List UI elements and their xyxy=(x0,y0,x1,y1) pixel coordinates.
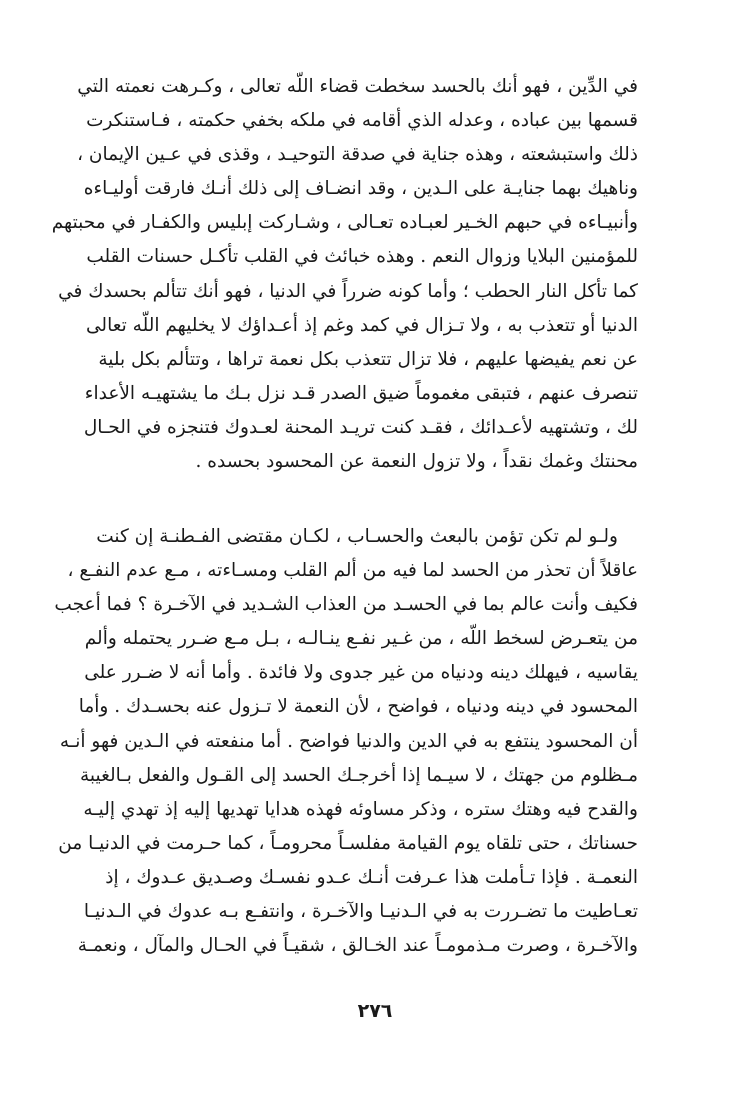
text-line: والآخـرة ، وصرت مـذمومـاً عند الخـالق ، شقيـاً في الحـال والمآل ، ونعمـة xyxy=(77,935,638,957)
text-line: وناهيك بهما جنايـة على الـدين ، وقد انضـاف إلى ذلك أنـك فارقت أوليـاءه xyxy=(83,178,638,200)
text-line: حسناتك ، حتى تلقاه يوم القيامة مفلسـاً محرومـاً ، كما حـرمت في الدنيـا من xyxy=(58,832,638,854)
text-line: عاقلاً أن تحذر من الحسد لما فيه من ألم القلب ومسـاءته ، مـع عدم النفـع ، xyxy=(67,560,638,582)
text-line: ولـو لم تكن تؤمن بالبعث والحسـاب ، لكـان مقتضى الفـطنـة إن كنت xyxy=(96,526,618,547)
text-line: في الدِّين ، فهو أنك بالحسد سخطت قضاء اللّه تعالى ، وكـرهت نعمته التي xyxy=(77,76,638,97)
text-line: للمؤمنين البلايا وزوال النعم . وهذه خبائث في القلب تأكـل حسنات القلب xyxy=(86,246,638,268)
text-line: وأنبيـاءه في حبهم الخـير لعبـاده تعـالى ، وشـاركت إبليس والكفـار في محبتهم xyxy=(51,212,638,234)
text-line: تنصرف عنهم ، فتبقى مغموماً ضيق الصدر قـد نزل بـك ما يشتهيـه الأعداء xyxy=(84,382,638,404)
text-line: كما تأكل النار الحطب ؛ وأما كونه ضرراً في الدنيا ، فهو أنك تتألم بحسدك في xyxy=(58,280,638,302)
text-line: يقاسيه ، فيهلك دينه ودنياه من غير جدوى ولا فائدة . وأما أنه لا ضـرر على xyxy=(84,662,638,684)
text-line: ذلك واستبشعته ، وهذه جناية في صدقة التوحيـد ، وقذى في عـين الإيمان ، xyxy=(77,144,638,166)
paragraph-2 xyxy=(54,520,638,963)
text-line: أن المحسود ينتفع به في الدين والدنيا فواضح . أما منفعته في الـدين فهو أنـه xyxy=(59,730,638,752)
text-line: عن نعم يفيضها عليهم ، فلا تزال تتعذب بكل نعمة تراها ، وتتألم بكل بلية xyxy=(98,348,638,370)
text-line: المحسود في دينه ودنياه ، فواضح ، لأن النعمة لا تـزول عنه بحسـدك . وأما xyxy=(78,696,638,718)
text-line: قسمها بين عباده ، وعدله الذي أقامه في ملكه بخفي حكمته ، فـاستنكرت xyxy=(86,110,638,132)
text-line: والقدح فيه وهتك ستره ، وذكر مساوئه فهذه هدايا تهديها إليه إذ تهدي إليـه xyxy=(83,798,638,820)
text-line: تعـاطيت ما تضـررت به في الـدنيـا والآخـرة ، وانتفـع بـه عدوك في الـدنيـا xyxy=(83,901,638,923)
page-number: ٢٧٦ xyxy=(357,1000,393,1022)
text-line: النعمـة . فإذا تـأملت هذا عـرفت أنـك عـدو نفسـك وصـديق عـدوك ، إذ xyxy=(105,866,638,888)
text-line: محنتك وغمك نقداً ، ولا تزول النعمة عن المحسود بحسده . xyxy=(195,451,638,473)
text-line: مـظلوم من جهتك ، لا سيـما إذا أخرجـك الحسد إلى القـول والفعل بـالغيبة xyxy=(80,764,638,786)
text-line: من يتعـرض لسخط اللّه ، من غـير نفـع ينـالـه ، بـل مـع ضـرر يحتمله وألم xyxy=(84,628,638,650)
text-line: لك ، وتشتهيه لأعـدائك ، فقـد كنت تريـد المحنة لعـدوك فتنجزه في الحـال xyxy=(83,416,638,438)
text-line: الدنيا أو تتعذب به ، ولا تـزال في كمد وغم إذ أعـداؤك لا يخليهم اللّه تعالى xyxy=(86,314,638,336)
paragraph-1 xyxy=(51,70,638,479)
text-line: فكيف وأنت عالم بما في الحسـد من العذاب الشـديد في الآخـرة ؟ فما أعجب xyxy=(54,594,638,616)
